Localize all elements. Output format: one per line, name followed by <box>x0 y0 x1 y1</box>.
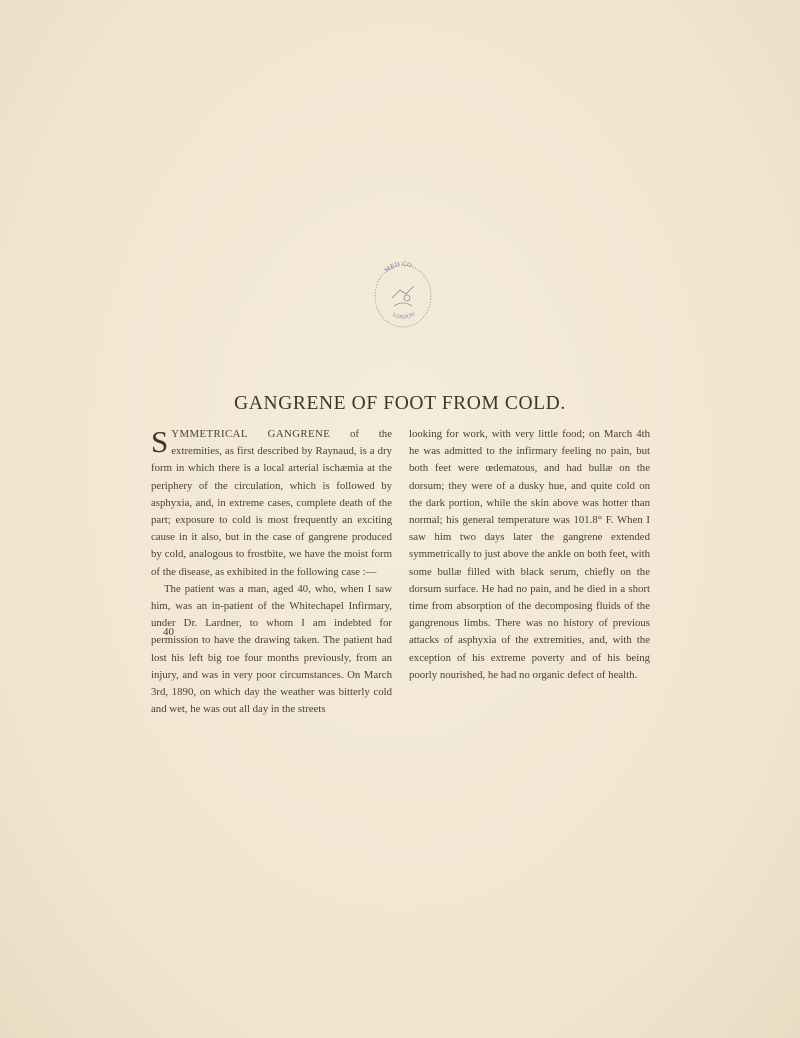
paragraph-1 <box>151 426 392 581</box>
stamp-text-bottom: LONDON <box>391 311 417 321</box>
opening-words: YMMETRICAL GANGRENE <box>171 428 331 440</box>
paragraph-1-text: of the extremities, as first described by Raynaud, is a dry form in which there is a local arterial ischæmia at the periphery of the circulation, which is followed by asphyxia, and, in extreme cases, complete death of the part; exposure to cold is most frequently an exciting cause in it also, but in the case of gangrene produced by cold, analogous to frostbite, we have the moist form of the disease, as exhibited in the following case :— <box>151 428 392 578</box>
page-title: GANGRENE OF FOOT FROM COLD. <box>234 393 566 414</box>
paragraph-3: looking for work, with very little food; on March 4th he was admitted to the infirmary feeling no pain, but both feet were œdematous, and had bullæ on the dorsum; they were of a dusky hue, and quite cold on the dark portion, while the skin above was hotter than normal; his general temperature was 101.8° F. When I saw him two days later the gangrene extended symmetrically to just above the ankle on both feet, with some bullæ filled with black serum, chiefly on the dorsum surface. He had no pain, and he died in a short time from absorption of the decomposing fluids of the gangrenous limbs. There was no history of previous attacks of asphyxia of the extremities, and, with the exception of his extreme poverty and of his being poorly nourished, he had no organic defect of health. <box>409 428 650 681</box>
page-number: 40 <box>163 626 174 638</box>
drop-cap: S <box>151 424 169 459</box>
stamp-text-top: MED CO <box>383 260 413 275</box>
right-column <box>409 426 650 684</box>
paragraph-2: The patient was a man, aged 40, who, when I saw him, was an in-patient of the Whitechapel Infirmary, under Dr. Lardner, to whom I am indebted for permission to have the drawing taken. The patient had lost his left big toe four months previously, from an injury, and was in very poor circumstances. On March 3rd, 1890, on which day the weather was bitterly cold and wet, he was out all day in the streets <box>151 582 392 716</box>
left-column <box>151 426 392 718</box>
library-stamp <box>370 256 436 330</box>
